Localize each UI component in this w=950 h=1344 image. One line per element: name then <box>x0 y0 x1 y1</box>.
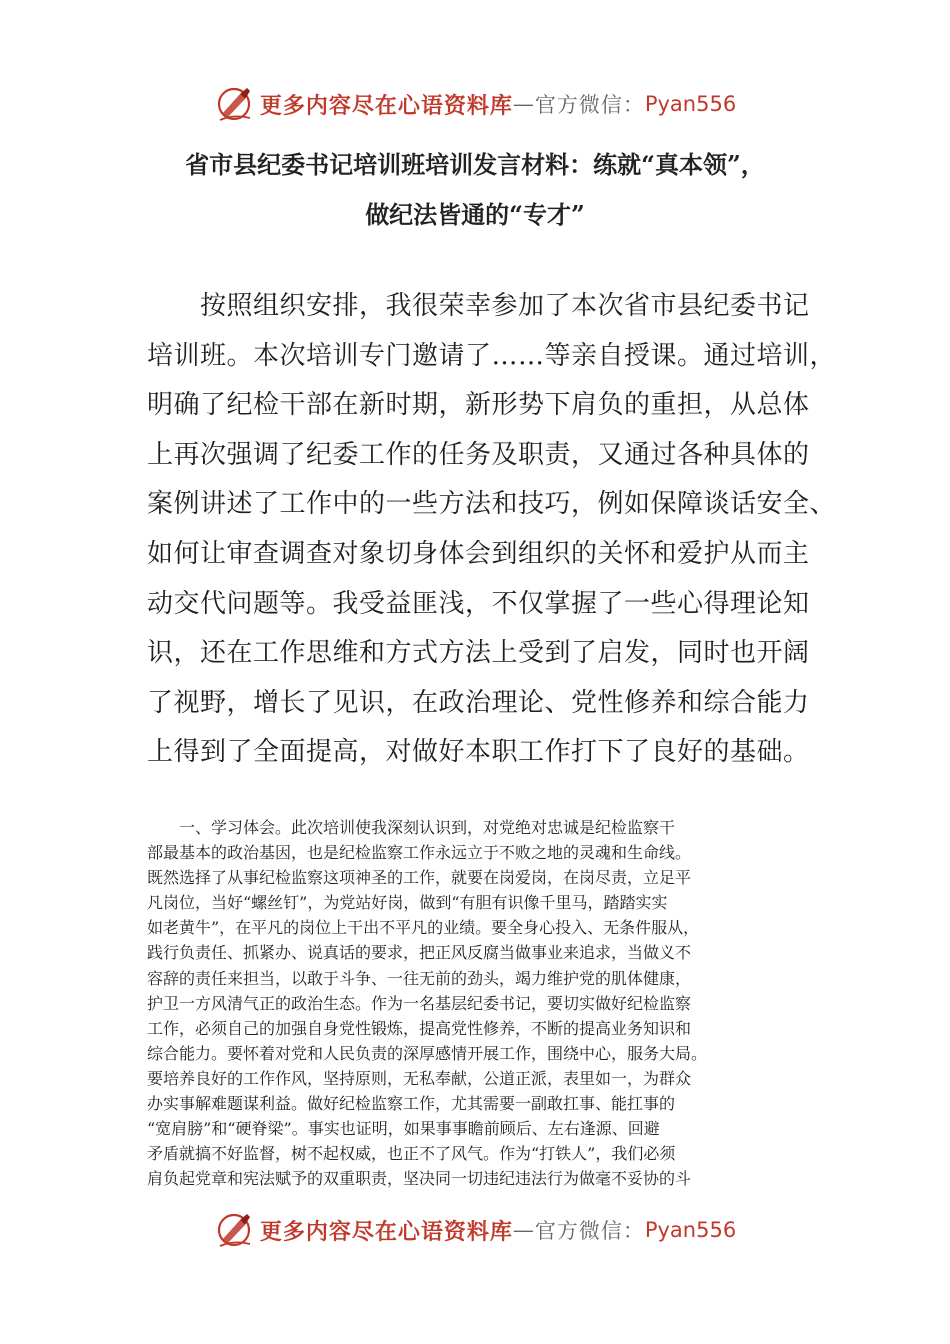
body-line: 办实事解难题谋利益。做好纪检监察工作，尤其需要一副敢扛事、能扛事的 <box>147 1094 676 1114</box>
body-line: 肩负起党章和宪法赋予的双重职责，坚决同一切违纪违法行为做毫不妥协的斗 <box>147 1169 692 1189</box>
body-line: 践行负责任、抓紧办、说真话的要求，把正风反腐当做事业来追求，当做义不 <box>147 943 692 963</box>
body-paragraph <box>147 815 813 1191</box>
intro-line: 按照组织安排，我很荣幸参加了本次省市县纪委书记 <box>147 291 810 321</box>
intro-line: 案例讲述了工作中的一些方法和技巧，例如保障谈话安全、 <box>147 489 837 520</box>
pen-nib-circle-icon <box>214 1210 254 1250</box>
body-line: 部最基本的政治基因，也是纪检监察工作永远立于不败之地的灵魂和生命线。 <box>147 843 692 863</box>
body-line: 矛盾就搞不好监督，树不起权威，也正不了风气。作为“打铁人”，我们必须 <box>147 1144 676 1164</box>
banner-official-text: 官方微信： <box>534 93 645 117</box>
intro-line: 上再次强调了纪委工作的任务及职责，又通过各种具体的 <box>147 439 810 470</box>
banner-wechat-id: Pyan556 <box>644 92 737 116</box>
banner-dash: — <box>512 92 535 116</box>
body-line: 工作，必须自己的加强自身党性锻炼，提高党性修养，不断的提高业务知识和 <box>147 1018 692 1038</box>
banner-wechat-id: Pyan556 <box>644 1218 737 1242</box>
body-line: 护卫一方风清气正的政治生态。作为一名基层纪委书记，要切实做好纪检监察 <box>147 993 692 1013</box>
watermark-banner-top <box>0 82 950 126</box>
title-line-1: 省市县纪委书记培训班培训发言材料：练就“真本领”， <box>185 150 765 179</box>
body-line: 既然选择了从事纪检监察这项神圣的工作，就要在岗爱岗，在岗尽责，立足平 <box>147 868 692 888</box>
intro-paragraph <box>147 282 837 778</box>
body-line: 如老黄牛”，在平凡的岗位上干出不平凡的业绩。要全身心投入、无条件服从， <box>147 918 700 938</box>
intro-line: 培训班。本次培训专门邀请了……等亲自授课。通过培训， <box>147 340 837 371</box>
intro-line: 动交代问题等。我受益匪浅，不仅掌握了一些心得理论知 <box>147 588 810 619</box>
body-line: “宽肩膀”和“硬脊梁”。事实也证明，如果事事瞻前顾后、左右逢源、回避 <box>147 1119 660 1139</box>
pen-nib-circle-icon <box>214 84 254 124</box>
banner-official-text: 官方微信： <box>534 1219 645 1243</box>
body-line: 容辞的责任来担当，以敢于斗争、一往无前的劲头，竭力维护党的肌体健康， <box>147 968 692 988</box>
body-line: 一、学习体会。此次培训使我深刻认识到，对党绝对忠诚是纪检监察干 <box>147 818 676 837</box>
intro-line: 识，还在工作思维和方式方法上受到了启发，同时也开阔 <box>147 638 810 669</box>
watermark-banner-bottom <box>0 1208 950 1252</box>
body-line: 综合能力。要怀着对党和人民负责的深厚感情开展工作，围绕中心，服务大局。 <box>147 1043 708 1063</box>
title-line-2: 做纪法皆通的“专才” <box>365 200 585 229</box>
intro-line: 如何让审查调查对象切身体会到组织的关怀和爱护从而主 <box>147 538 810 569</box>
intro-line: 明确了纪检干部在新时期，新形势下肩负的重担，从总体 <box>147 390 810 421</box>
intro-line: 上得到了全面提高，对做好本职工作打下了良好的基础。 <box>147 737 810 768</box>
banner-brand-text: 更多内容尽在心语资料库 <box>259 92 513 119</box>
intro-line: 了视野，增长了见识，在政治理论、党性修养和综合能力 <box>147 687 810 718</box>
banner-brand-text: 更多内容尽在心语资料库 <box>259 1218 513 1245</box>
body-line: 凡岗位，当好“螺丝钉”，为党站好岗，做到“有胆有识像千里马，踏踏实实 <box>147 893 668 913</box>
document-title <box>100 140 850 240</box>
banner-dash: — <box>512 1218 535 1242</box>
body-line: 要培养良好的工作作风，坚持原则，无私奉献，公道正派，表里如一，为群众 <box>147 1068 692 1088</box>
